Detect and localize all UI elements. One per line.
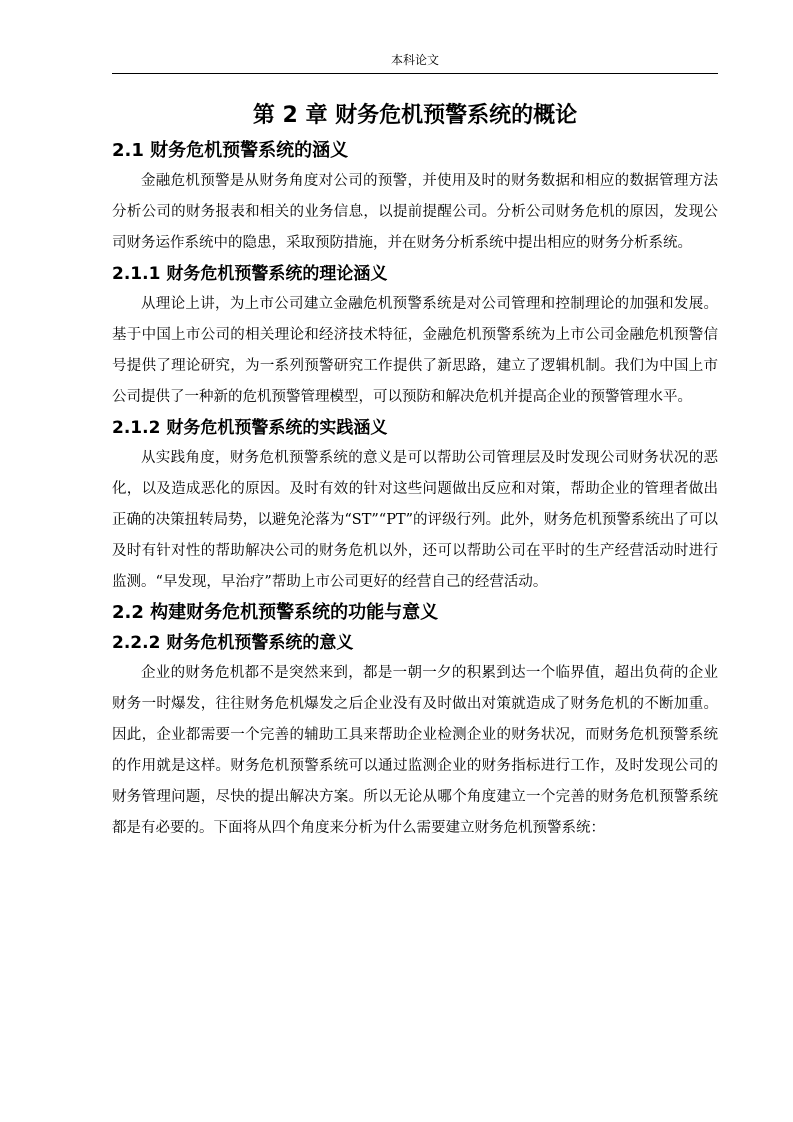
section-2-1-1-paragraph: 从理论上讲，为上市公司建立金融危机预警系统是对公司管理和控制理论的加强和发展。基于中国上市公司的相关理论和经济技术特征，金融危机预警系统为上市公司金融危机预警信号提供了理论研究，为一系列预警研究工作提供了新思路，建立了逻辑机制。我们为中国上市公司提供了一种新的危机预警管理模型，可以预防和解决危机并提高企业的预警管理水平。 bbox=[112, 296, 718, 405]
header-rule bbox=[112, 73, 718, 74]
section-2-2-2-heading: 2.2.2 财务危机预警系统的意义 bbox=[112, 633, 354, 653]
section-2-1-2-heading: 2.1.2 财务危机预警系统的实践涵义 bbox=[112, 418, 388, 438]
section-2-2-2-paragraph: 企业的财务危机都不是突然来到，都是一朝一夕的积累到达一个临界值，超出负荷的企业财务一时爆发，往往财务危机爆发之后企业没有及时做出对策就造成了财务危机的不断加重。因此，企业都需要一个完善的辅助工具来帮助企业检测企业的财务状况，而财务危机预警系统的作用就是这样。财务危机预警系统可以通过监测企业的财务指标进行工作，及时发现公司的财务管理问题，尽快的提出解决方案。所以无论从哪个角度建立一个完善的财务危机预警系统都是有必要的。下面将从四个角度来分析为什么需要建立财务危机预警系统： bbox=[112, 665, 718, 836]
page-header: 本科论文 bbox=[390, 53, 439, 67]
section-2-1-paragraph: 金融危机预警是从财务角度对公司的预警，并使用及时的财务数据和相应的数据管理方法分析公司的财务报表和相关的业务信息，以提前提醒公司。分析公司财务危机的原因，发现公司财务运作系统中的隐患，采取预防措施，并在财务分析系统中提出相应的财务分析系统。 bbox=[112, 173, 718, 251]
section-2-1-heading: 2.1 财务危机预警系统的涵义 bbox=[112, 140, 349, 161]
chapter-title: 第 2 章 财务危机预警系统的概论 bbox=[252, 103, 578, 128]
section-2-1-2-paragraph: 从实践角度，财务危机预警系统的意义是可以帮助公司管理层及时发现公司财务状况的恶化，以及造成恶化的原因。及时有效的针对这些问题做出反应和对策，帮助企业的管理者做出正确的决策扭转局势，以避免沦落为“ST”“PT”的评级行列。此外，财务危机预警系统出了可以及时有针对性的帮助解决公司的财务危机以外，还可以帮助公司在平时的生产经营活动时进行监测。“早发现，早治疗”帮助上市公司更好的经营自己的经营活动。 bbox=[112, 450, 718, 590]
section-2-2-heading: 2.2 构建财务危机预警系统的功能与意义 bbox=[112, 602, 439, 623]
section-2-1-1-heading: 2.1.1 财务危机预警系统的理论涵义 bbox=[112, 264, 388, 284]
document-body bbox=[112, 96, 718, 844]
